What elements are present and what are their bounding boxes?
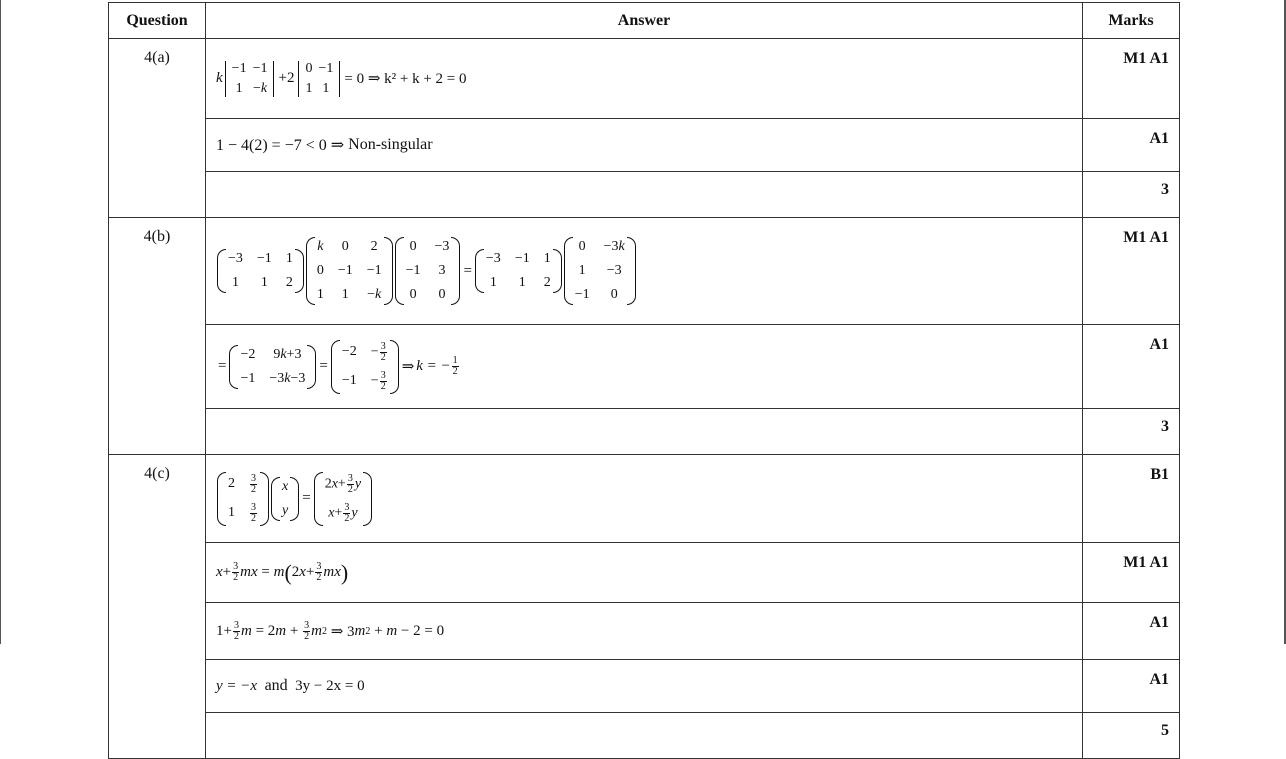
header-answer: Answer: [206, 3, 1083, 39]
question-label-4c: 4(c): [109, 455, 206, 759]
answer-cell: [206, 172, 1083, 218]
line-equation-2: 3y − 2x = 0: [295, 677, 365, 694]
table-row: [109, 172, 1180, 218]
non-singular-label: Non-singular: [348, 136, 433, 153]
matrix-2x3-rhs: −3 −1 1 1 1 2: [475, 249, 562, 293]
matrix-3x3: k 0 2 0 −1 −1 1 1 −k: [306, 237, 393, 305]
line-equation-1: y = −x: [216, 677, 258, 694]
determinant-expression: k −1 −1 1 −k +2 0 −1 1 1 = 0 ⇒ k² + k + 2 = 0: [216, 60, 467, 96]
table-row: [109, 713, 1180, 759]
table-row: [109, 455, 1180, 543]
question-label-4b: 4(b): [109, 218, 206, 455]
xy-vector: x y: [271, 477, 299, 521]
invariant-line-equation: x + $\frac{3}{2}$ mx = m ( 2 x + $\frac{3}{2}$ mx ): [216, 559, 349, 585]
table-row: [109, 218, 1180, 325]
answer-cell: [206, 455, 1083, 543]
image-vector: 2x+ $\frac{3}{2}$ y x+ $\frac{3}{2}$ y: [314, 472, 372, 526]
total-marks-4b: 3: [1083, 409, 1180, 455]
header-row: [109, 3, 1180, 39]
transformation-matrix: 2 $\frac{3}{2}$ 1 $\frac{3}{2}$: [217, 472, 269, 526]
matrix-3x2: 0 −3 −1 3 0 0: [395, 237, 461, 305]
table-row: [109, 409, 1180, 455]
result-matrix: −2 9k+3 −1 −3k−3: [229, 345, 316, 389]
marks-cell: A1: [1083, 660, 1180, 713]
header-marks: Marks: [1083, 3, 1180, 39]
answer-cell: [206, 119, 1083, 172]
answer-cell: [206, 543, 1083, 603]
matrix-3x2-rhs: 0 −3k 1 −3 −1 0: [564, 237, 636, 305]
marks-cell: M1 A1: [1083, 218, 1180, 325]
determinant-2: 0 −1 1 1: [298, 61, 340, 97]
table-row: [109, 39, 1180, 119]
left-edge-line: [0, 0, 1, 644]
header-question: Question: [109, 3, 206, 39]
marks-cell: A1: [1083, 119, 1180, 172]
answer-cell: [206, 660, 1083, 713]
answer-cell: [206, 713, 1083, 759]
discriminant-text: 1 − 4(2) = −7 < 0 ⇒: [216, 137, 345, 154]
marks-cell: A1: [1083, 603, 1180, 660]
equation-result: = 0 ⇒ k² + k + 2 = 0: [344, 71, 467, 87]
total-marks-4c: 5: [1083, 713, 1180, 759]
table-row: [109, 603, 1180, 660]
answer-cell: [206, 325, 1083, 409]
total-marks-4a: 3: [1083, 172, 1180, 218]
table-row: [109, 119, 1180, 172]
and-word: and: [264, 677, 288, 694]
answer-cell: [206, 218, 1083, 325]
answer-cell: [206, 603, 1083, 660]
table-row: [109, 325, 1180, 409]
table-row: [109, 543, 1180, 603]
table-row: [109, 660, 1180, 713]
matrix-equation: = −2 9k+3 −1 −3k−3 = −2 − $\frac{3}{2}$ −1 − $\frac{3}{2}$ ⇒ k = − $\frac{1}{2}$: [218, 340, 458, 392]
answer-cell: [206, 39, 1083, 119]
answer-cell: [206, 409, 1083, 455]
mark-scheme-table: [108, 2, 1180, 759]
transformation-expression: 2 $\frac{3}{2}$ 1 $\frac{3}{2}$ x y = 2x+ $\frac{3}{2}$ y x+ $\frac{3}{2}$ y: [216, 455, 1082, 542]
target-matrix: −2 − $\frac{3}{2}$ −1 − $\frac{3}{2}$: [331, 340, 399, 394]
matrix-product-expression: −3 −1 1 1 1 2 k 0 2 0 −1 −1 1 1 −k 0 −3 −1 3 0 0 = −3 −1 1 1 1 2 0 −3k 1 −3 −1 0: [216, 218, 1082, 324]
k-solution: k = −: [416, 358, 451, 374]
marks-cell: B1: [1083, 455, 1180, 543]
determinant-1: −1 −1 1 −k: [225, 61, 275, 97]
question-label-4a: 4(a): [109, 39, 206, 218]
matrix-2x3: −3 −1 1 1 1 2: [217, 249, 304, 293]
marks-cell: M1 A1: [1083, 543, 1180, 603]
marks-cell: A1: [1083, 325, 1180, 409]
quadratic-in-m: 1+ $\frac{3}{2}$ m = 2 m + $\frac{3}{2}$ m 2 ⇒ 3 m 2 + m − 2 = 0: [216, 619, 445, 642]
marks-cell: M1 A1: [1083, 39, 1180, 119]
